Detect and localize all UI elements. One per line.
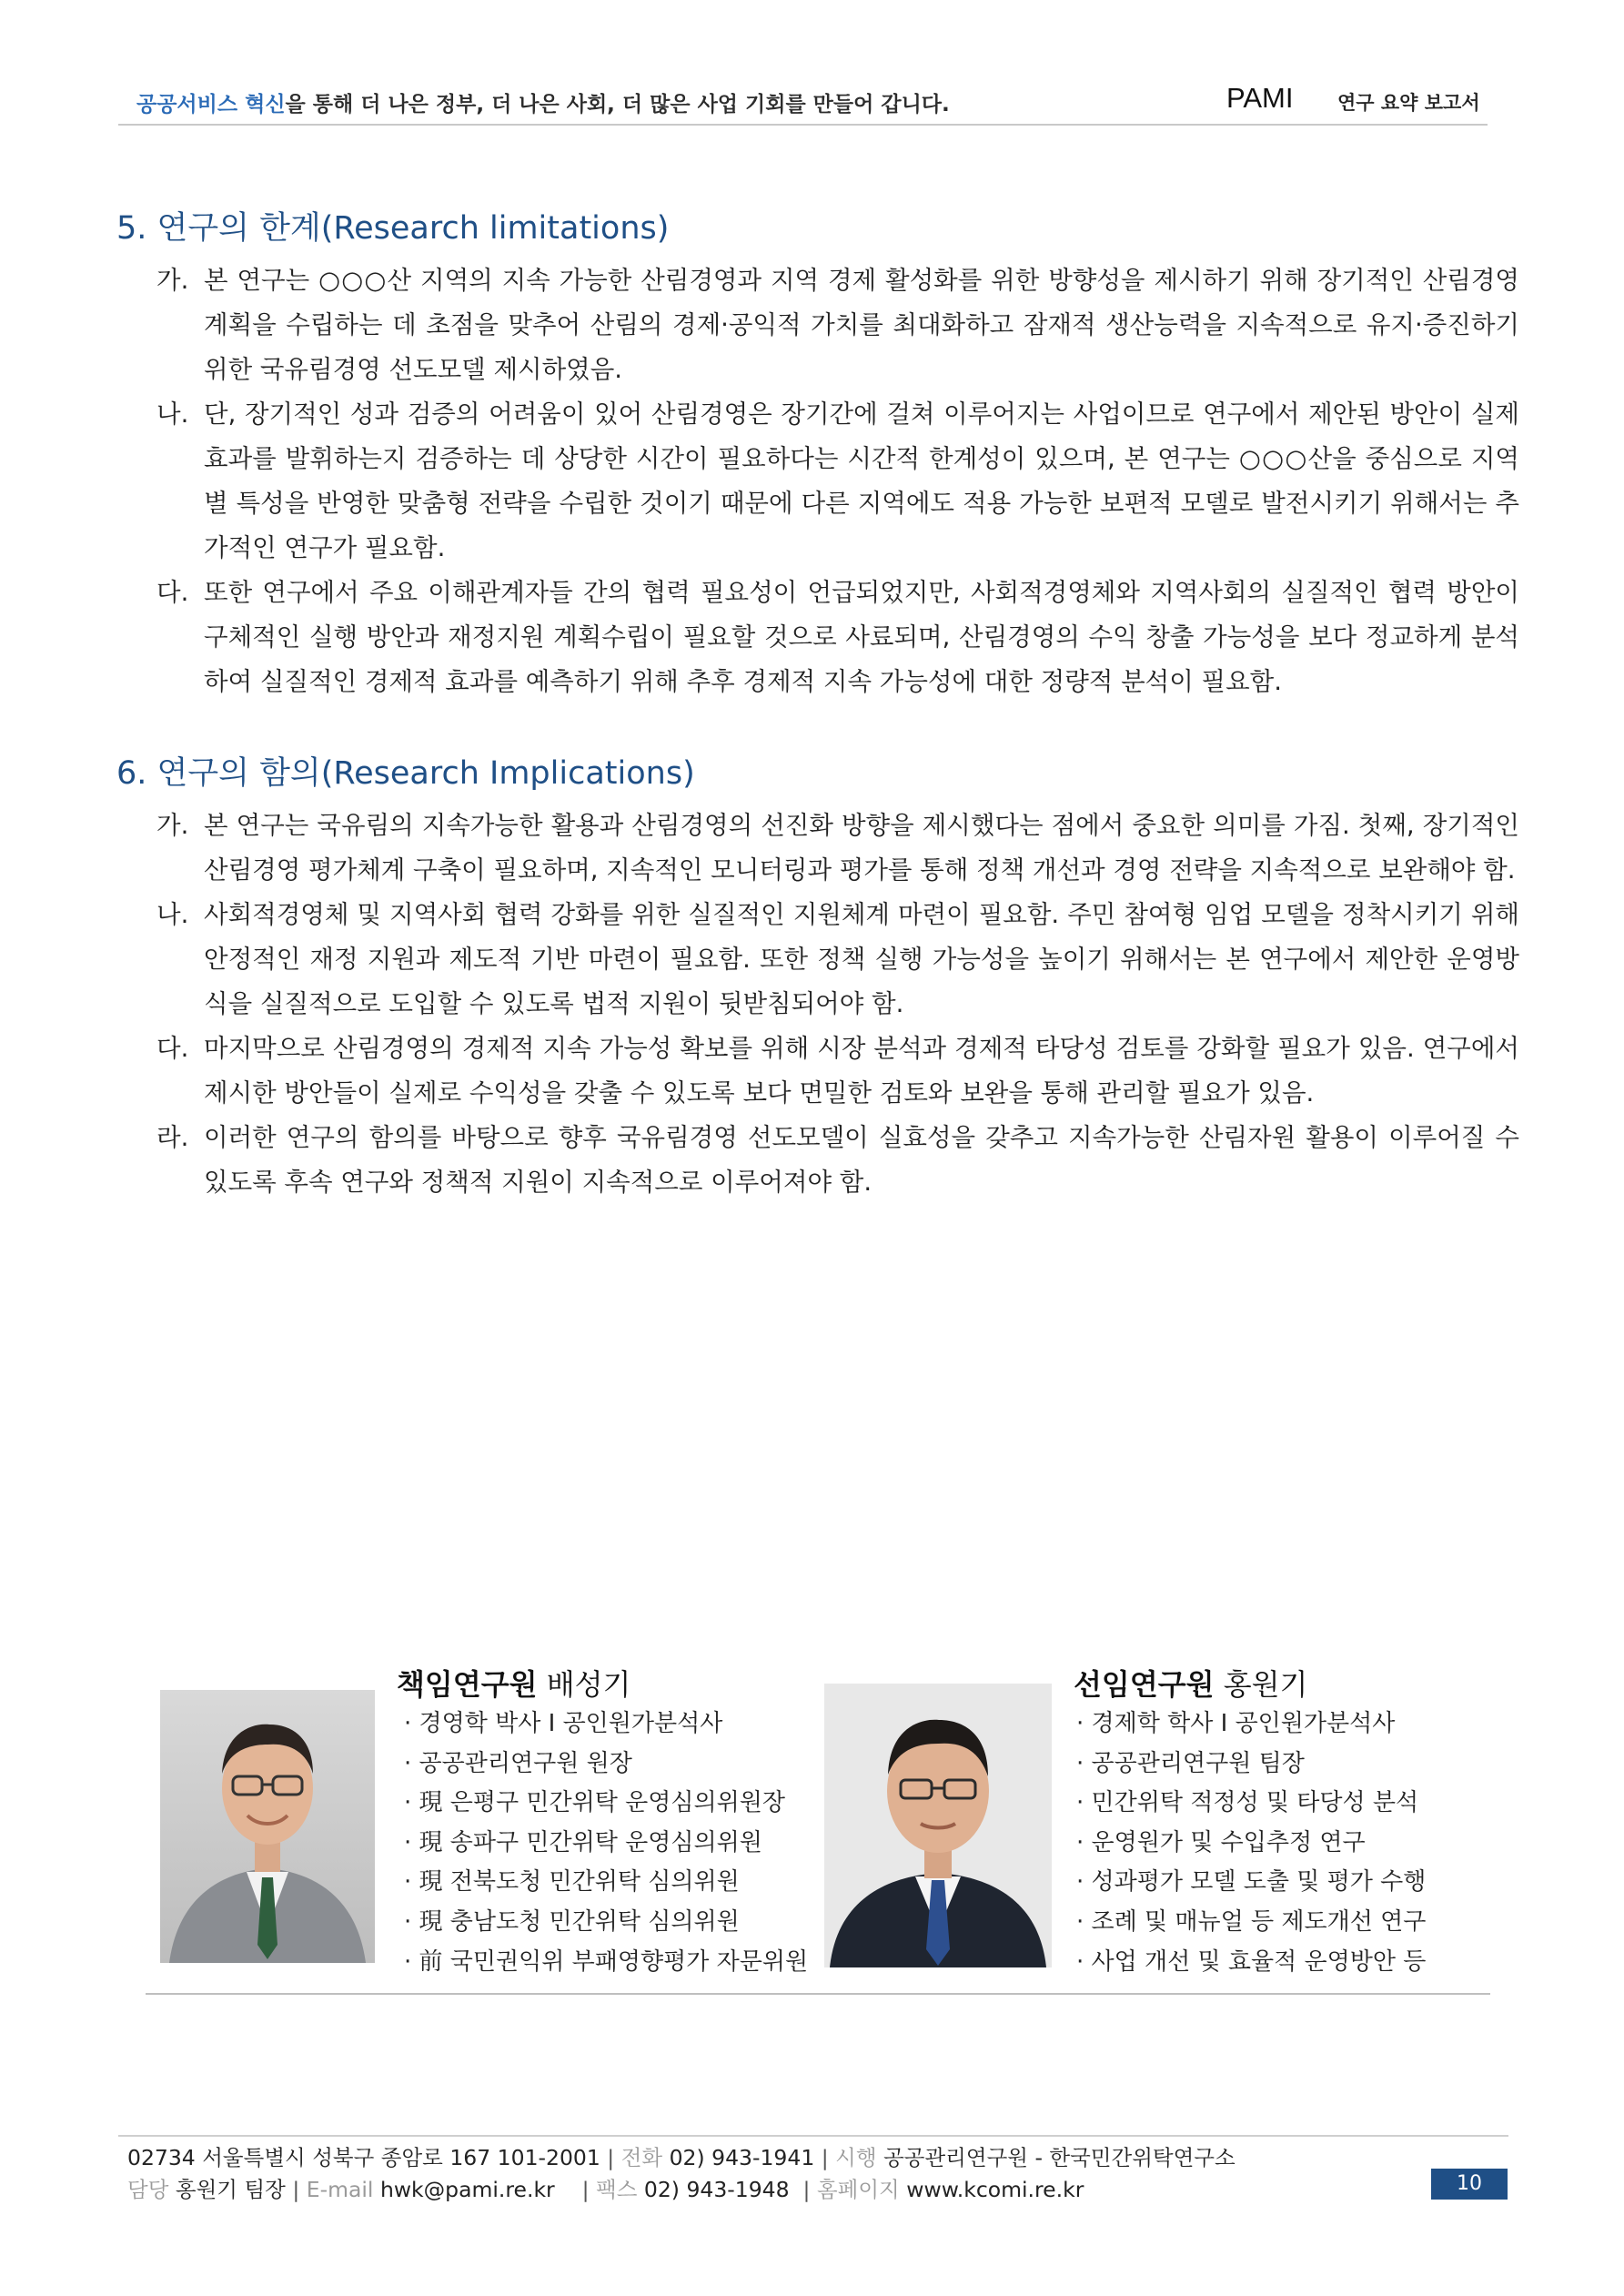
- footer-line-2: 담당 홍원기 팀장 | E-mail hwk@pami.re.kr | 팩스 02) 943-1948 | 홈페이지 www.kcomi.re.kr: [127, 2177, 1084, 2202]
- page-header: [118, 80, 1488, 127]
- footer-divider: [118, 2135, 1508, 2137]
- credential-item: · 성과평가 모델 도출 및 평가 수행: [1076, 1868, 1427, 1896]
- footer-org-label: 시행: [835, 2145, 877, 2170]
- list-item: [156, 1027, 1519, 1116]
- researcher-name-senior: [1074, 1662, 1307, 1704]
- researcher-name: 홍원기: [1223, 1667, 1308, 1702]
- credential-item: · 現 전북도청 민간위탁 심의위원: [404, 1868, 740, 1896]
- footer-email-label: E-mail: [306, 2177, 374, 2202]
- credential-item: · 공공관리연구원 팀장: [1076, 1749, 1305, 1777]
- list-item: [156, 1116, 1519, 1205]
- credential-item: · 경제학 학사 I 공인원가분석사: [1076, 1710, 1396, 1737]
- footer-web[interactable]: www.kcomi.re.kr: [906, 2177, 1084, 2202]
- slogan-highlight: 공공서비스 혁신: [136, 93, 286, 116]
- credential-item: · 조례 및 매뉴얼 등 제도개선 연구: [1076, 1907, 1427, 1936]
- footer-line-1: 02734 서울특별시 성북구 종암로 167 101-2001 | 전화 02) 943-1941 | 시행 공공관리연구원 - 한국민간위탁연구소: [127, 2145, 1236, 2170]
- item-text: 마지막으로 산림경영의 경제적 지속 가능성 확보를 위해 시장 분석과 경제적 타당성 검토를 강화할 필요가 있음. 연구에서 제시한 방안들이 실제로 수익성을 갖출 수 있도록 보다 면밀한 검토와 보완을 통해 관리할 필요가 있음.: [204, 1034, 1519, 1108]
- page-number: 10: [1431, 2169, 1508, 2200]
- item-text: 사회적경영체 및 지역사회 협력 강화를 위한 실질적인 지원체계 마련이 필요함. 주민 참여형 임업 모델을 정착시키기 위해 안정적인 재정 지원과 제도적 기반 마련이 필요함. 또한 정책 실행 가능성을 높이기 위해서는 본 연구에서 제안한 운영방식을 실질적으로 도입할 수 있도록 법적 지원이 뒷받침되어야 함.: [204, 900, 1519, 1018]
- item-text: 또한 연구에서 주요 이해관계자들 간의 협력 필요성이 언급되었지만, 사회적경영체와 지역사회의 실질적인 협력 방안이 구체적인 실행 방안과 재정지원 계획수립이 필요할 것으로 사료되며, 산림경영의 수익 창출 가능성을 보다 정교하게 분석하여 실질적인 경제적 효과를 예측하기 위해 추후 경제적 지속 가능성에 대한 정량적 분석이 필요함.: [204, 578, 1519, 696]
- item-marker: 라.: [156, 1123, 189, 1152]
- credentials-list-senior: [1076, 1704, 1426, 1982]
- credentials-list-lead: [404, 1704, 808, 1982]
- researcher-name-lead: [397, 1662, 630, 1704]
- profile-divider: [146, 1993, 1490, 1995]
- item-text: 본 연구는 국유림의 지속가능한 활용과 산림경영의 선진화 방향을 제시했다는 점에서 중요한 의미를 가짐. 첫째, 장기적인 산림경영 평가체계 구축이 필요하며, 지속적인 모니터링과 평가를 통해 정책 개선과 경영 전략을 지속적으로 보완해야 함.: [204, 811, 1519, 885]
- item-text: 본 연구는 ○○○산 지역의 지속 가능한 산림경영과 지역 경제 활성화를 위한 방향성을 제시하기 위해 장기적인 산림경영 계획을 수립하는 데 초점을 맞추어 산림의 경제·공익적 가치를 최대화하고 잠재적 생산능력을 지속적으로 유지·증진하기 위한 국유림경영 선도모델 제시하였음.: [204, 266, 1519, 384]
- footer-phone: 02) 943-1941: [669, 2145, 815, 2170]
- researcher-photo-lead: [160, 1690, 375, 1963]
- item-marker: 다.: [156, 1034, 189, 1063]
- footer-org: 공공관리연구원 - 한국민간위탁연구소: [883, 2145, 1236, 2170]
- researcher-role: 책임연구원: [397, 1667, 538, 1702]
- credential-item: · 경영학 박사 I 공인원가분석사: [404, 1710, 723, 1737]
- credential-item: · 민간위탁 적정성 및 타당성 분석: [1076, 1789, 1419, 1817]
- section-title-implications: 6. 연구의 함의(Research Implications): [116, 755, 695, 792]
- footer-fax: 02) 943-1948: [643, 2177, 790, 2202]
- credential-item: · 前 국민권익위 부패영향평가 자문위원: [404, 1947, 809, 1976]
- item-marker: 가.: [156, 811, 189, 840]
- list-item: [156, 571, 1519, 704]
- portrait-image: [824, 1684, 1052, 1967]
- credential-item: · 現 충남도청 민간위탁 심의위원: [404, 1907, 740, 1936]
- researcher-name: 배성기: [546, 1667, 631, 1702]
- implications-list: [156, 804, 1519, 1205]
- researcher-role: 선임연구원: [1074, 1667, 1215, 1702]
- portrait-image: [160, 1690, 375, 1963]
- researcher-photo-senior: [824, 1684, 1052, 1967]
- footer-address: 02734 서울특별시 성북구 종암로 167 101-2001: [127, 2145, 600, 2170]
- slogan-rest: 을 통해 더 나은 정부, 더 나은 사회, 더 많은 사업 기회를 만들어 갑니다.: [285, 93, 950, 116]
- section-title-limitations: 5. 연구의 한계(Research limitations): [116, 210, 670, 247]
- header-divider: [118, 124, 1488, 126]
- credential-item: · 사업 개선 및 효율적 운영방안 등: [1076, 1947, 1427, 1976]
- list-item: [156, 258, 1519, 392]
- list-item: [156, 392, 1519, 571]
- item-text: 이러한 연구의 함의를 바탕으로 향후 국유림경영 선도모델이 실효성을 갖추고 지속가능한 산림자원 활용이 이루어질 수 있도록 후속 연구와 정책적 지원이 지속적으로 이루어져야 함.: [204, 1123, 1519, 1197]
- limitations-list: [156, 258, 1519, 704]
- report-type: 연구 요약 보고서: [1337, 92, 1480, 114]
- item-marker: 나.: [156, 400, 189, 429]
- footer-web-label: 홈페이지: [816, 2177, 900, 2202]
- credential-item: · 現 송파구 민간위탁 운영심의위원: [404, 1828, 762, 1856]
- credential-item: · 공공관리연구원 원장: [404, 1749, 632, 1777]
- item-marker: 가.: [156, 266, 189, 295]
- footer-contact: 홍원기 팀장: [175, 2177, 286, 2202]
- list-item: [156, 893, 1519, 1027]
- slogan: [136, 87, 950, 117]
- footer-fax-label: 팩스: [596, 2177, 638, 2202]
- item-text: 단, 장기적인 성과 검증의 어려움이 있어 산림경영은 장기간에 걸쳐 이루어지는 사업이므로 연구에서 제안된 방안이 실제 효과를 발휘하는지 검증하는 데 상당한 시간이 필요하다는 시간적 한계성이 있으며, 본 연구는 ○○○산을 중심으로 지역별 특성을 반영한 맞춤형 전략을 수립한 것이기 때문에 다른 지역에도 적용 가능한 보편적 모델로 발전시키기 위해서는 추가적인 연구가 필요함.: [204, 400, 1519, 562]
- brand-name: PAMI: [1226, 82, 1294, 114]
- list-item: [156, 804, 1519, 893]
- item-marker: 다.: [156, 578, 189, 607]
- footer-email[interactable]: hwk@pami.re.kr: [379, 2177, 555, 2202]
- item-marker: 나.: [156, 900, 189, 929]
- footer-phone-label: 전화: [620, 2145, 663, 2170]
- credential-item: · 現 은평구 민간위탁 운영심의위원장: [404, 1789, 785, 1817]
- credential-item: · 운영원가 및 수입추정 연구: [1076, 1828, 1366, 1856]
- footer-contact-label: 담당: [127, 2177, 169, 2202]
